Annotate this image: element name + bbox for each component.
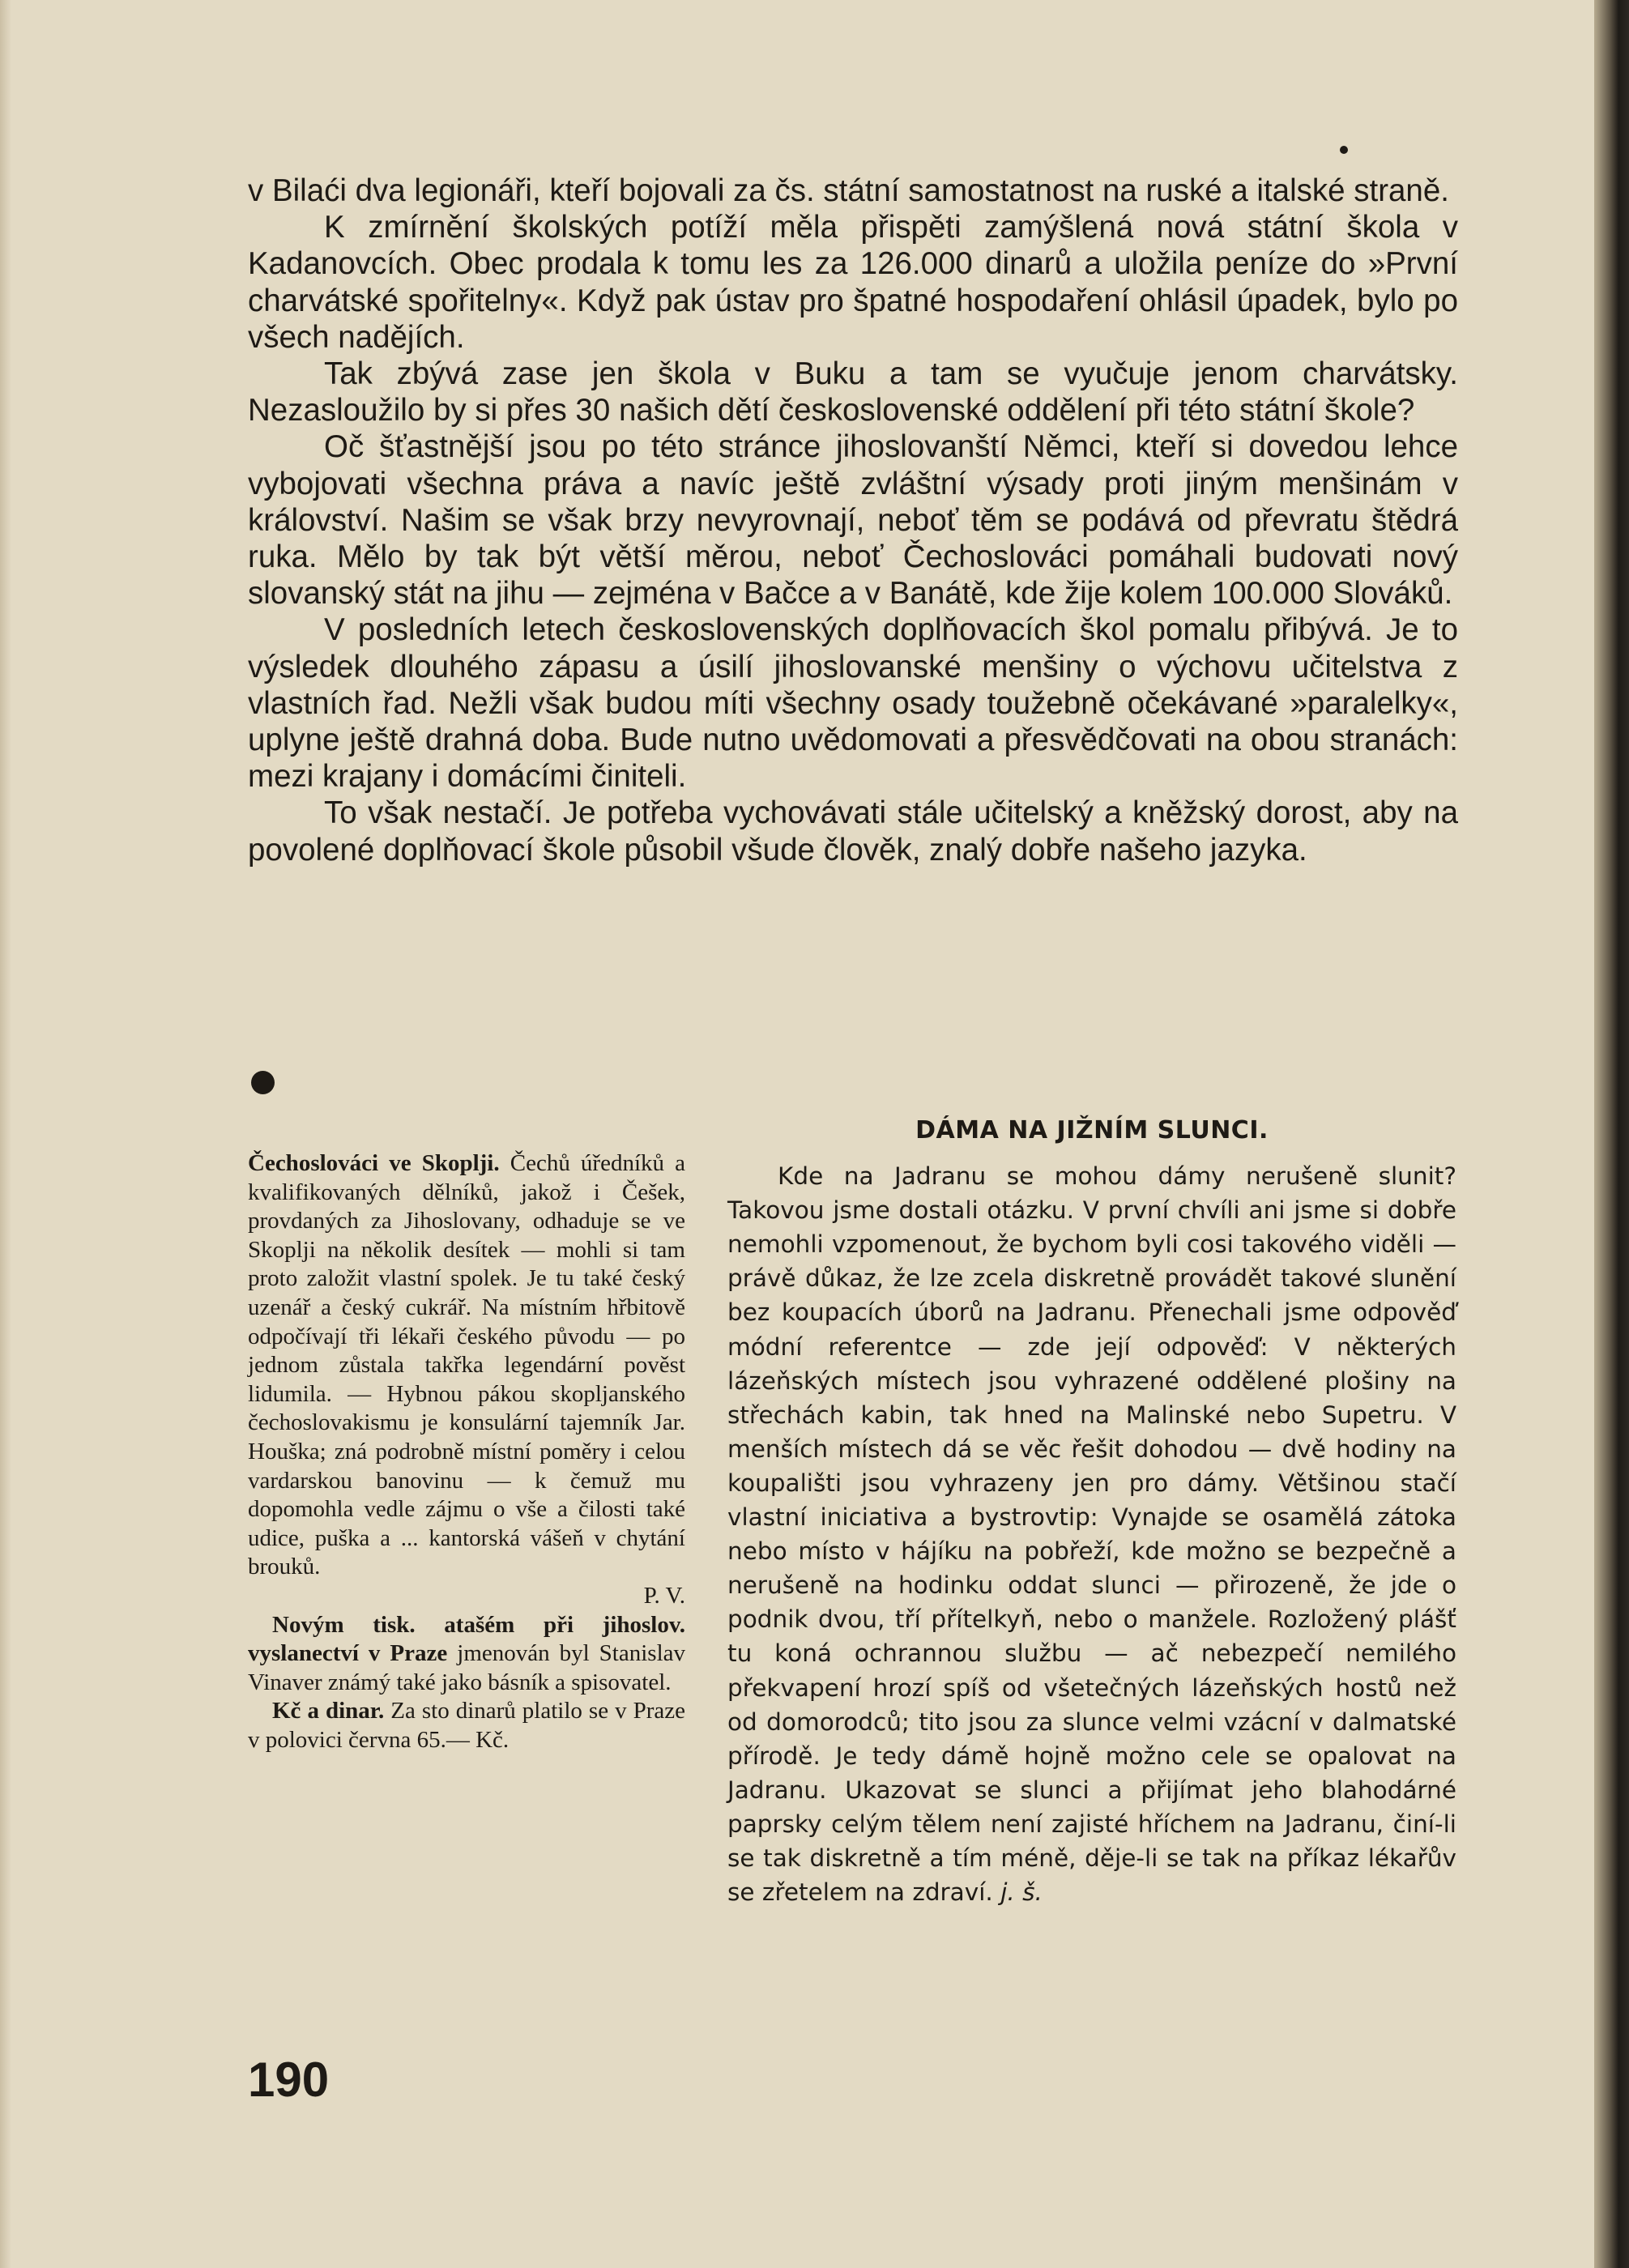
ink-dot (1340, 146, 1348, 154)
main-paragraph: K zmírnění školských potíží měla přispěti zamýšlená nová státní škola v Kadanovcích. Obec prodala k tomu les za 126.000 dinarů a uložila peníze do »První charvátské spořitelny«. Když pak ústav pro špatné hospodaření ohlásil úpadek, bylo po všech nadějích. (248, 210, 1458, 355)
main-paragraph: v Bilaći dva legionáři, kteří bojovali za čs. státní samostatnost na ruské a italské straně. (248, 173, 1449, 208)
news-brief-body: jmenován byl Stanislav Vinaver známý také jako básník a spisovatel. (248, 1640, 686, 1695)
news-brief-body: Za sto dinarů platilo se v Praze v polovici června 65.— Kč. (248, 1698, 685, 1753)
article-author: j. š. (1000, 1878, 1043, 1907)
article-body (727, 1159, 1456, 1909)
news-brief-heading: Čechoslováci ve Skoplji. (248, 1150, 500, 1176)
news-brief (248, 1611, 685, 1698)
news-brief-body: Čechů úředníků a kvalifikovaných dělníků, jakož i Češek, provdaných za Jihoslovany, odhaduje se ve Skoplji na několik desítek — mohli si tam proto založit vlastní spolek. Je tu také český uzenář a český cukrář. Na místním hřbitově odpočívají tři lékaři českého původu — po jednom zůstala takřka legendární pověst lidumila. — Hybnou pákou skopljanského čechoslovakismu je konsulární tajemník Jar. Houška; zná podrobně místní poměry i celou vardarskou banovinu — k čemuž mu dopomohla vedle zájmu o vše a čilosti také udice, puška a ... kantorská vášeň v chytání brouků. (248, 1150, 686, 1580)
page-binding-edge (1594, 0, 1629, 2268)
main-paragraph: To však nestačí. Je potřeba vychovávati stále učitelský a kněžský dorost, aby na povolené doplňovací škole působil všude člověk, znalý dobře našeho jazyka. (248, 795, 1458, 868)
news-brief-heading: Novým tisk. atašém při jihoslov. vyslanectví v Praze (248, 1611, 685, 1667)
news-brief-heading: Kč a dinar. (272, 1698, 385, 1724)
page-left-edge (0, 0, 11, 2268)
news-briefs-column (248, 1149, 685, 1754)
news-brief (248, 1697, 685, 1754)
section-bullet-icon (251, 1071, 275, 1094)
main-paragraph: Tak zbývá zase jen škola v Buku a tam se vyučuje jenom charvátsky. Nezasloužilo by si přes 30 našich dětí československé oddělení při této státní škole? (248, 356, 1458, 428)
news-brief (248, 1149, 685, 1611)
main-paragraph: V posledních letech československých doplňovacích škol pomalu přibývá. Je to výsledek dlouhého zápasu a úsilí jihoslovanské menšiny o výchovu učitelstva z vlastních řad. Nežli však budou míti všechny osady toužebně očekávané »paralelky«, uplyne ještě drahná doba. Bude nutno uvědomovati a přesvědčovati na obou stranách: mezi krajany i domácími činiteli. (248, 612, 1458, 795)
page-number: 190 (248, 2053, 330, 2107)
article-text: Kde na Jadranu se mohou dámy nerušeně slunit? Takovou jsme dostali otázku. V první chvíli ani jsme si dobře nemohli vzpomenout, že bychom byli cosi takového viděli — právě důkaz, že lze zcela diskretně provádět takové slunění bez koupacích úborů na Jadranu. Přenechali jsme odpověď módní referentce — zde její odpověď: V některých lázeňských místech jsou vyhrazené oddělené plošiny na střechách kabin, tak hned na Malinské nebo Supetru. V menších místech dá se věc řešit dohodou — dvě hodiny na koupališti jsou vyhrazeny jen pro dámy. Většinou stačí vlastní iniciativa a bystrovtip: Vynajde se osamělá zátoka nebo místo v hájíku na pobřeží, kde možno se bezpečně a nerušeně na hodinku oddat slunci — přirozeně, že jde o podnik dvou, tří přítelkyň, nebo o manžele. Rozložený plášť tu koná ochrannou službu — ač nebezpečí nemilého překvapení hrozí spíš od všetečných lázeňských hostů než od domorodců; tito jsou za slunce velmi vzácní v dalmatské přírodě. Je tedy dámě hojně možno cele se opalovat na Jadranu. Ukazovat se slunci a přijímat jeho blahodárné paprsky celým tělem není zajisté hříchem na Jadranu, činí-li se tak diskretně a tím méně, děje-li se tak na příkaz lékařův se zřetelem na zdraví. (727, 1162, 1456, 1907)
news-brief-signature: P. V. (643, 1582, 685, 1609)
main-article (248, 173, 1458, 868)
main-paragraph: Oč šťastnější jsou po této stránce jihoslovanští Němci, kteří si dovedou lehce vybojovati všechna práva a navíc ještě zvláštní výsady proti jiným menšinám v království. Našim se však brzy nevyrovnají, neboť těm se podává od převratu štědrá ruka. Mělo by tak být větší měrou, neboť Čechoslováci pomáhali budovati nový slovanský stát na jihu — zejména v Bačce a v Banátě, kde žije kolem 100.000 Slováků. (248, 429, 1458, 612)
sunbathing-article (727, 1114, 1456, 1909)
article-title: DÁMA NA JIŽNÍM SLUNCI. (915, 1116, 1269, 1145)
